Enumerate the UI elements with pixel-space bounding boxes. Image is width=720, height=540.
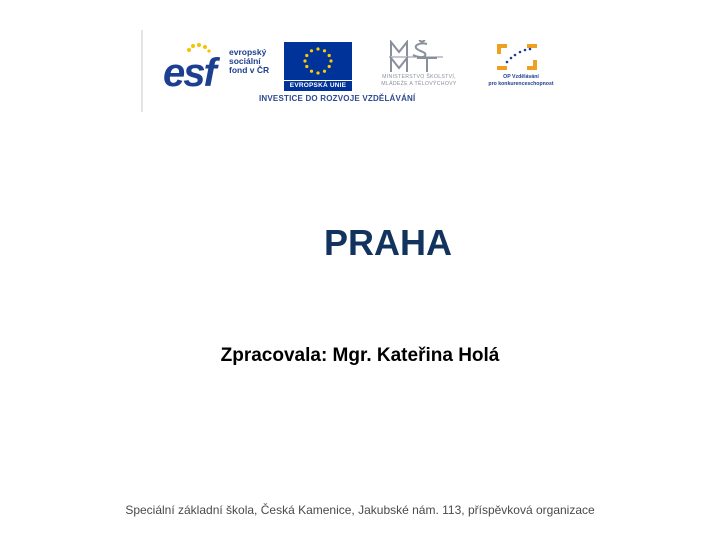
esf-caption-line: fond v ČR [229,65,270,75]
logo-tagline: INVESTICE DO ROZVOJE VZDĚLÁVÁNÍ [259,94,416,103]
op-logo [493,40,541,74]
slide-footer: Speciální základní škola, Česká Kamenice, Jakubské nám. 113, příspěvková organizace [125,503,595,517]
esf-mark-text: esf [163,51,215,94]
slide-title: PRAHA [323,222,452,263]
msmt-caption-line: MINISTERSTVO ŠKOLSTVÍ, [382,74,456,80]
msmt-caption-line: MLÁDEŽE A TĚLOVÝCHOVY [381,80,457,87]
esf-caption-line: sociální [229,56,261,66]
op-caption [479,74,563,87]
eu-flag-logo [284,42,352,80]
msmt-logo [387,40,447,74]
logo-banner [141,30,575,112]
esf-caption-line: evropský [229,47,267,57]
op-caption-line: pro konkurenceschopnost [488,80,554,87]
eu-label: EVROPSKÁ UNIE [284,81,352,91]
esf-logo-caption [229,48,269,75]
op-caption-line: OP Vzdělávání [503,74,539,80]
slide-author: Zpracovala: Mgr. Kateřina Holá [220,345,500,366]
msmt-caption [369,74,469,87]
